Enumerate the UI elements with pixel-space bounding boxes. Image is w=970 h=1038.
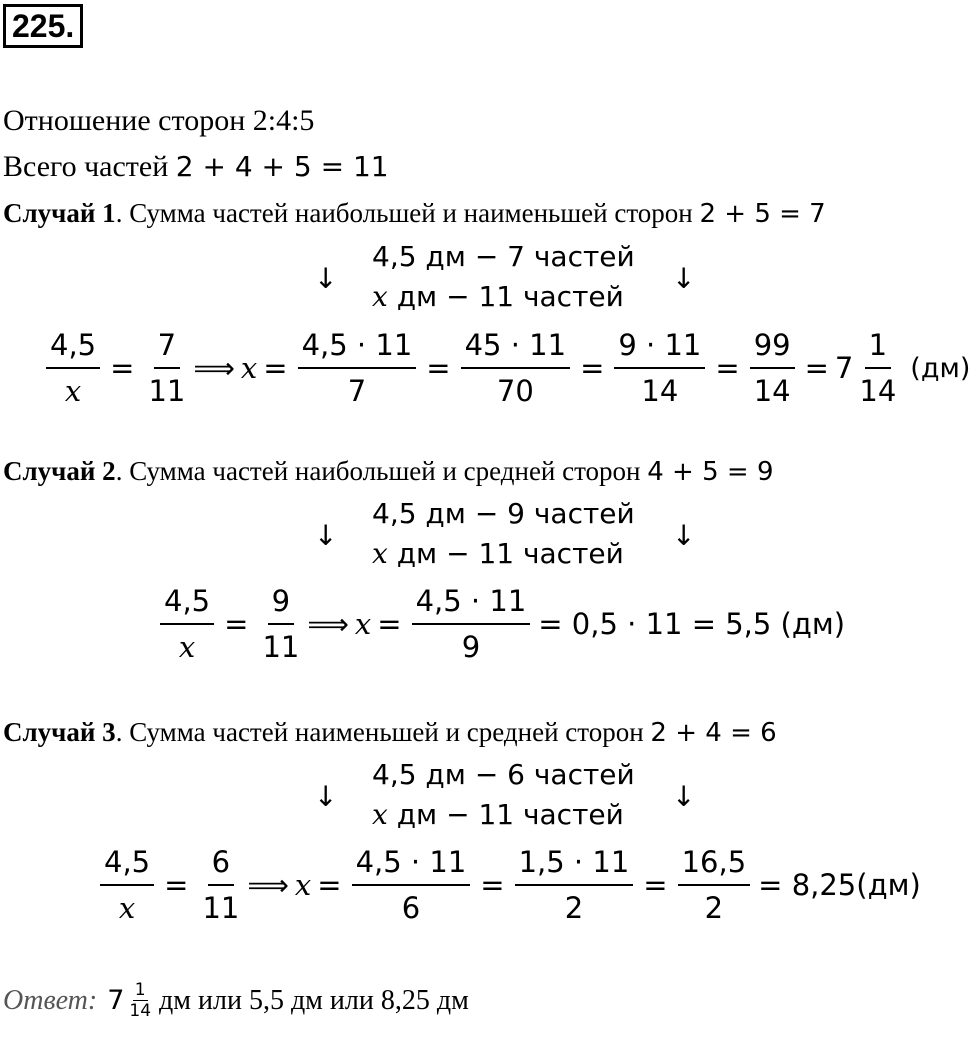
case-2-arrow-left: ↓: [314, 519, 338, 552]
case-3-equation: $\frac{4,5}{x}$ = $\frac{6}{11}$ ⟹ x = $\frac{4,5 \cdot 11}{6}$ = $\frac{1,5 \cdot 11}{2}$ = $\frac{16,5}{2}$ = 8,25(дм): [96, 842, 921, 928]
case-1-frac-6: $\frac{99}{14}$: [750, 325, 795, 411]
case-2-desc-expr: 4 + 5 = 9: [647, 457, 774, 487]
case-1-desc: . Сумма частей наибольшей и наименьшей сторон: [115, 198, 693, 228]
total-line: [3, 150, 389, 184]
answer-label: Ответ:: [3, 984, 98, 1016]
case-2-heading: [3, 456, 774, 487]
case-2-tail: = 0,5 · 11 = 5,5 (дм): [538, 607, 846, 641]
case-1-prop-var: x: [372, 280, 388, 313]
case-1-frac-2: $\frac{7}{11}$: [144, 325, 189, 411]
case-1-arrow-right: ↓: [672, 262, 696, 295]
case-1-arrow-left: ↓: [314, 262, 338, 295]
answer-mixed-whole: 7: [107, 985, 125, 1016]
problem-number: 225.: [3, 4, 83, 48]
case-2-frac-1: $\frac{4,5}{x}$: [160, 581, 214, 667]
case-1-frac-4: $\frac{45 \cdot 11}{70}$: [461, 325, 570, 411]
case-3-frac-2: $\frac{6}{11}$: [198, 842, 243, 928]
answer-mixed-fraction: $\frac{1}{14}$: [129, 980, 152, 1021]
case-2-prop-var: x: [372, 537, 388, 570]
case-3-desc: . Сумма частей наименьшей и средней сторон: [115, 717, 644, 747]
case-2-frac-3: $\frac{4,5 \cdot 11}{9}$: [412, 581, 531, 667]
case-2-x: x: [354, 607, 372, 641]
case-1-desc-expr: 2 + 5 = 7: [699, 199, 826, 229]
case-3-arrow-left: ↓: [314, 780, 338, 813]
case-3-x: x: [294, 868, 312, 902]
case-3-prop-var: x: [372, 798, 388, 831]
answer-line: [3, 980, 469, 1021]
case-3-frac-3: $\frac{4,5 \cdot 11}{6}$: [352, 842, 471, 928]
case-3-implies: ⟹: [247, 868, 289, 902]
total-label: Всего частей: [3, 150, 169, 183]
case-2-prop-line-1: 4,5 дм − 9 частей: [372, 497, 635, 530]
case-1-prop-line-2: [372, 280, 624, 313]
case-2-desc: . Сумма частей наибольшей и средней сторон: [115, 456, 641, 486]
case-2-frac-2: $\frac{9}{11}$: [258, 581, 303, 667]
case-3-arrow-right: ↓: [672, 780, 696, 813]
case-1-equation: $\frac{4,5}{x}$ = $\frac{7}{11}$ ⟹ x = $\frac{4,5 \cdot 11}{7}$ = $\frac{45 \cdot 11}{70}$ = $\frac{9 \cdot 11}{14}$ = $\frac{99}{14}$ = 7 $\frac{1}{14}$ (дм): [42, 325, 970, 411]
case-1-frac-5: $\frac{9 \cdot 11}{14}$: [614, 325, 705, 411]
case-3-prop-line-1: 4,5 дм − 6 частей: [372, 758, 635, 791]
case-1-prop-line-1: 4,5 дм − 7 частей: [372, 240, 635, 273]
case-2-prop-rest: дм − 11 частей: [387, 537, 624, 570]
case-1-heading: [3, 198, 826, 229]
case-3-frac-4: $\frac{1,5 \cdot 11}{2}$: [515, 842, 634, 928]
case-1-frac-1: $\frac{4,5}{x}$: [46, 325, 100, 411]
case-3-prop-rest: дм − 11 частей: [387, 798, 624, 831]
case-1-title: Случай 1: [3, 198, 116, 228]
case-1-unit: (дм): [910, 352, 970, 384]
answer-rest: дм или 5,5 дм или 8,25 дм: [159, 984, 469, 1016]
case-3-tail: = 8,25(дм): [758, 868, 921, 902]
case-1-frac-3: $\frac{4,5 \cdot 11}{7}$: [298, 325, 417, 411]
case-1-x: x: [240, 351, 258, 385]
case-2-title: Случай 2: [3, 456, 116, 486]
case-3-frac-5: $\frac{16,5}{2}$: [678, 842, 751, 928]
case-1-implies: ⟹: [193, 351, 235, 385]
case-3-desc-expr: 2 + 4 = 6: [650, 718, 777, 748]
total-expr: 2 + 4 + 5 = 11: [175, 150, 389, 183]
case-2-prop-line-2: [372, 537, 624, 570]
case-3-prop-line-2: [372, 798, 624, 831]
case-3-title: Случай 3: [3, 717, 116, 747]
case-3-heading: [3, 717, 777, 748]
case-3-frac-1: $\frac{4,5}{x}$: [100, 842, 154, 928]
case-1-prop-rest: дм − 11 частей: [387, 280, 624, 313]
case-1-mixed-number: 7 $\frac{1}{14}$: [835, 325, 904, 411]
ratio-line: Отношение сторон 2:4:5: [3, 104, 315, 137]
case-2-arrow-right: ↓: [672, 519, 696, 552]
case-2-implies: ⟹: [307, 607, 349, 641]
case-2-equation: $\frac{4,5}{x}$ = $\frac{9}{11}$ ⟹ x = $\frac{4,5 \cdot 11}{9}$ = 0,5 · 11 = 5,5 (дм): [156, 581, 845, 667]
